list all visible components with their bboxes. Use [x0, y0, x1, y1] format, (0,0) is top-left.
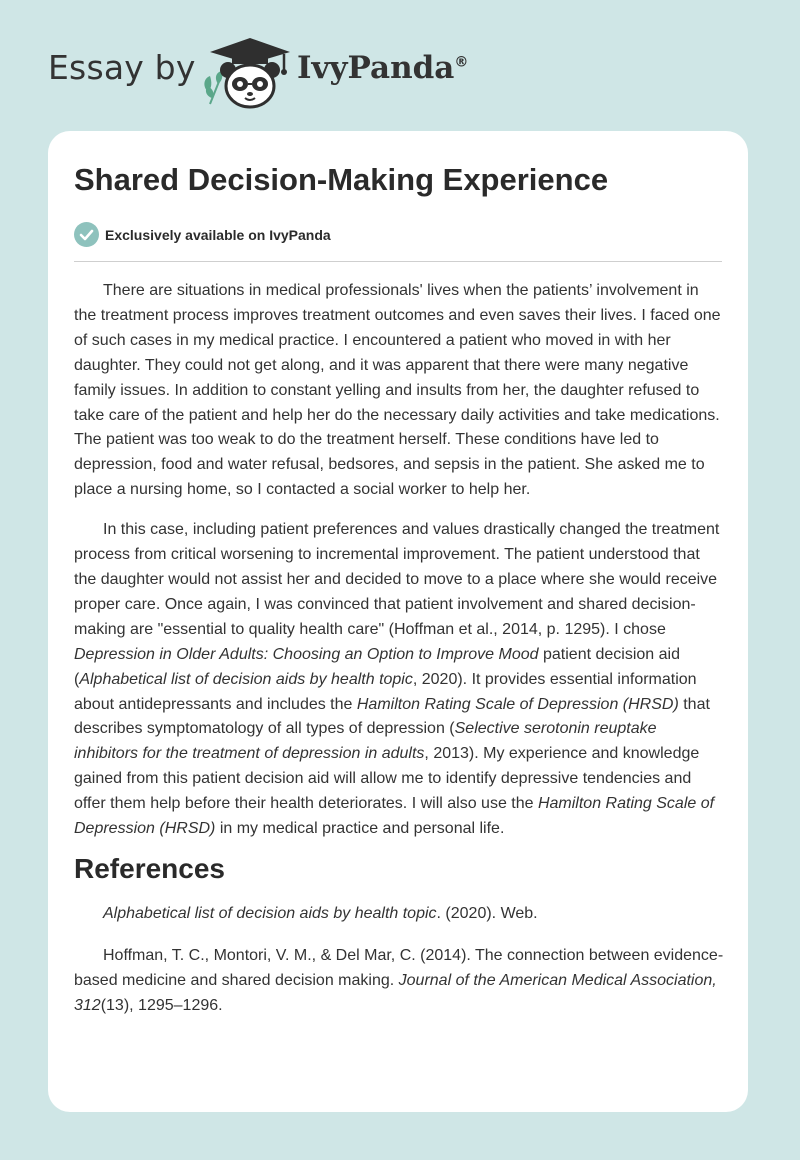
site-header: [0, 0, 800, 130]
essay-card: [48, 131, 748, 1112]
badge-text: Exclusively available on IvyPanda: [105, 226, 331, 243]
registered-mark: ®: [454, 54, 469, 71]
reference-item: Alphabetical list of decision aids by health topic. (2020). Web.: [103, 904, 538, 922]
italic-title: Hamilton Rating Scale of Depression (HRSD): [74, 795, 715, 838]
italic-title: Hamilton Rating Scale of Depression (HRSD): [356, 695, 679, 713]
exclusive-badge: [74, 222, 331, 247]
essay-body: [74, 279, 724, 1035]
checkmark-circle-icon: [74, 222, 99, 247]
brand-name[interactable]: IvyPanda®: [297, 50, 469, 86]
divider: [74, 261, 722, 262]
brand-prefix: Essay by: [48, 48, 196, 87]
italic-title: Depression in Older Adults: Choosing an Option to Improve Mood: [74, 645, 539, 663]
paragraph-2: In this case, including patient preferences and values drastically changed the treatment process from critical worsening to incremental improvement. The patient understood that the daughter would not assist her and decided to move to a place where she would receive proper care. Once again, I was convinced that patient involvement and shared decision-making are "essential to quality health care" (Hoffman et al., 2014, p. 1295). I chose Depression in Older Adults: Choosing an Option to Improve Mood patient decision aid (Alphabetical list of decision aids by health topic, 2020). It provides essential information about antidepressants and includes the Hamilton Rating Scale of Depression (HRSD) that describes symptomatology of all types of depression (Selective serotonin reuptake inhibitors for the treatment of depression in adults, 2013). My experience and knowledge gained from this patient decision aid will allow me to identify depressive tendencies and offer them help before their health deteriorates. I will also use the Hamilton Rating Scale of Depression (HRSD) in my medical practice and personal life.: [74, 521, 720, 838]
panda-logo-icon[interactable]: [198, 34, 294, 110]
italic-title: Selective serotonin reuptake inhibitors for the treatment of depression in adults: [74, 720, 657, 763]
references-heading: References: [74, 852, 225, 884]
reference-item: Hoffman, T. C., Montori, V. M., & Del Mar, C. (2014). The connection between evidence-based medicine and shared decision making. Journal of the American Medical Association, 312(13), 1295–1296.: [74, 946, 724, 1014]
paragraph-1: There are situations in medical professionals' lives when the patients’ involvement in the treatment process improves treatment outcomes and even saves their lives. I faced one of such cases in my medical practice. I encountered a patient who moved in with her daughter. They could not get along, and it was apparent that there were many negative family issues. In addition to constant yelling and insults from her, the daughter refused to take care of the patient and help her do the necessary daily activities and take medications. The patient was too weak to do the treatment herself. These conditions have led to depression, food and water refusal, bedsores, and sepsis in the patient. She asked me to place a nursing home, so I contacted a social worker to help her.: [74, 282, 721, 499]
italic-title: Alphabetical list of decision aids by health topic: [79, 670, 413, 688]
essay-title: Shared Decision-Making Experience: [74, 162, 609, 197]
